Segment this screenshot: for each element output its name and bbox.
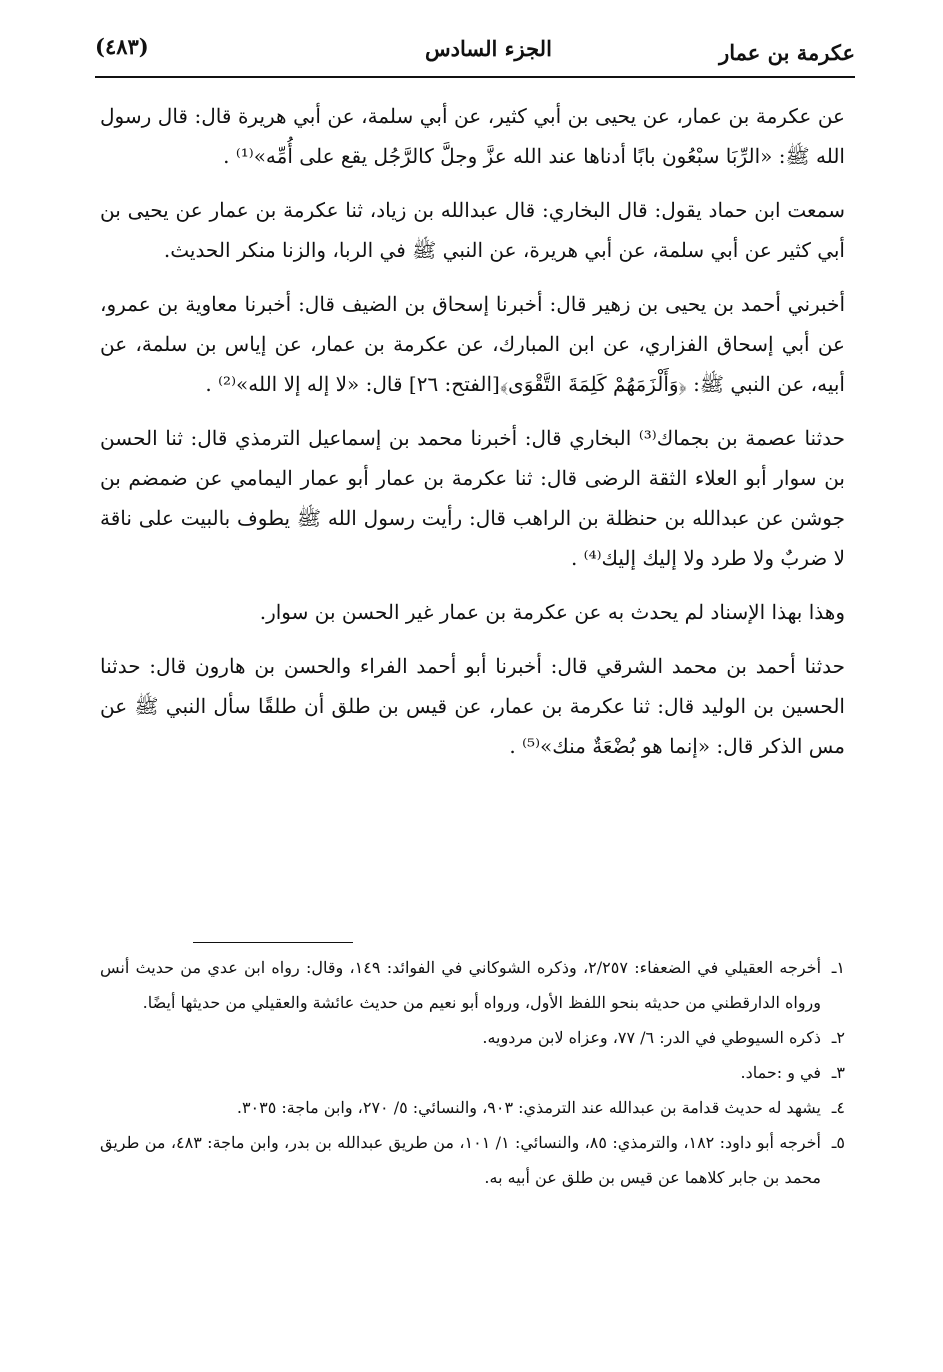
footnote [100, 1125, 845, 1195]
footnote-number: ٢ـ [831, 1028, 845, 1047]
paragraph: حدثنا أحمد بن محمد الشرقي قال: أخبرنا أبو أحمد الفراء والحسن بن هارون قال: حدثنا الحسين بن الوليد قال: ثنا عكرمة بن عمار، عن قيس بن طلق أن طلقًا سأل النبي ﷺ عن مس الذكر قال: «إنما هو بُضْعَةٌ منك»⁽⁵⁾ . [100, 654, 845, 758]
footnote [100, 1055, 845, 1090]
footnote-text: يشهد له حديث قدامة بن عبدالله عند الترمذي: ٩٠٣، والنسائي: ٥/ ٢٧٠، وابن ماجة: ٣٠٣٥. [236, 1098, 821, 1117]
footnote-number: ١ـ [831, 958, 846, 977]
footnote [100, 1090, 845, 1125]
header-divider [95, 76, 855, 78]
main-text [100, 96, 845, 780]
chapter-title: عكرمة بن عمار [719, 40, 855, 65]
paragraph: عن عكرمة بن عمار، عن يحيى بن أبي كثير، عن أبي سلمة، عن أبي هريرة قال: قال رسول الله ﷺ: «الرِّبَا سبْعُون بابًا أدناها عند الله عزَّ وجلَّ كالرَّجُل يقع على أُمِّه»⁽¹⁾ . [100, 104, 845, 168]
paragraph: وهذا بهذا الإسناد لم يحدث به عن عكرمة بن عمار غير الحسن بن سوار. [259, 600, 845, 624]
footnote [100, 950, 845, 1020]
footnotes [100, 950, 845, 1195]
page-number: (٤٨٣) [95, 34, 149, 59]
footnote-text: أخرجه أبو داود: ١٨٢، والترمذي: ٨٥، والنسائي: ١/ ١٠١، من طريق عبدالله بن بدر، وابن ماجة: ٤٨٣، من طريق محمد بن جابر كلاهما عن قيس بن طلق عن أبيه به. [100, 1133, 821, 1187]
volume-title: الجزء السادس [425, 36, 552, 61]
footnote-text: في و :حماد. [740, 1063, 821, 1082]
footnote-number: ٥ـ [831, 1133, 845, 1152]
paragraph: سمعت ابن حماد يقول: قال البخاري: قال عبدالله بن زياد، ثنا عكرمة بن عمار عن يحيى بن أبي كثير عن أبي سلمة، عن أبي هريرة، عن النبي ﷺ في الربا، والزنا منكر الحديث. [100, 198, 845, 262]
footnote-text: أخرجه العقيلي في الضعفاء: ٢/٢٥٧، وذكره الشوكاني في الفوائد: ١٤٩، وقال: رواه ابن عدي من حديث أنس ورواه الدارقطني من حديثه بنحو اللفظ الأول، ورواه أبو نعيم من حديث عائشة والعقيلي من حديثها أيضًا. [100, 958, 822, 1012]
running-header [95, 32, 855, 78]
footnote-number: ٣ـ [831, 1063, 845, 1082]
paragraph: أخبرني أحمد بن يحيى بن زهير قال: أخبرنا إسحاق بن الضيف قال: أخبرنا معاوية بن عمرو، عن أبي إسحاق الفزاري، عن ابن المبارك، عن عكرمة بن عمار، عن إياس بن سلمة، عن أبيه، عن النبي ﷺ: ﴿وَأَلْزَمَهُمْ كَلِمَةَ التَّقْوَى﴾[الفتح: ٢٦] قال: «لا إله إلا الله»⁽²⁾ . [100, 292, 845, 396]
footnote [100, 1020, 845, 1055]
footnote-number: ٤ـ [831, 1098, 845, 1117]
footnote-text: ذكره السيوطي في الدر: ٦/ ٧٧، وعزاه لابن مردويه. [482, 1028, 821, 1047]
paragraph: حدثنا عصمة بن بجماك⁽³⁾ البخاري قال: أخبرنا محمد بن إسماعيل الترمذي قال: ثنا الحسن بن سوار أبو العلاء الثقة الرضى قال: ثنا عكرمة بن عمار أبو عمار اليمامي عن ضمضم بن جوشن عن عبدالله بن حنظلة بن الراهب قال: رأيت رسول الله ﷺ يطوف بالبيت على ناقة لا ضربٌ ولا طرد ولا إليك إليك⁽⁴⁾ . [100, 426, 845, 570]
footnote-divider [193, 942, 353, 943]
